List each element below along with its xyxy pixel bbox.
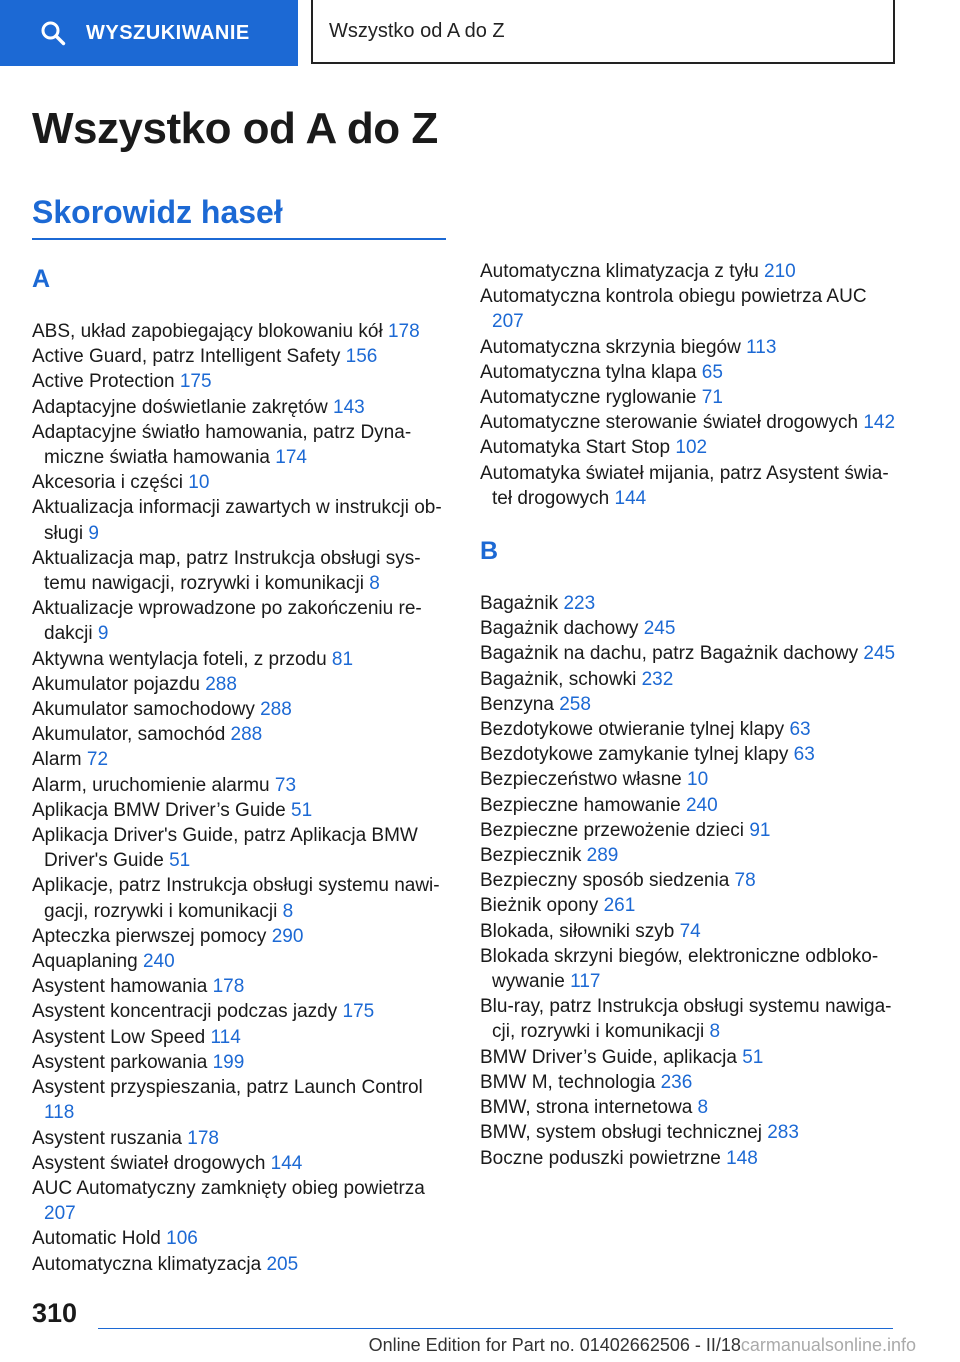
page-link[interactable]: 207: [44, 1203, 76, 1225]
page-link[interactable]: 240: [685, 794, 718, 816]
page-link[interactable]: 175: [179, 371, 212, 393]
index-entry-text: Automatyczna tylna klapa: [480, 361, 697, 383]
page-link[interactable]: 9: [97, 623, 109, 645]
index-entry-text: Alarm, uruchomienie alarmu: [32, 774, 270, 796]
index-entry-text: Automatic Hold: [32, 1228, 161, 1250]
page-link[interactable]: 8: [709, 1021, 721, 1043]
page-link[interactable]: 91: [749, 819, 771, 841]
index-entry: [32, 697, 452, 722]
index-entry-text: Bezpieczne hamowanie: [480, 794, 681, 816]
index-column-left: [32, 259, 452, 1277]
index-entry-text: Apteczka pierwszej pomocy: [32, 925, 267, 947]
index-entry-text: Asystent Low Speed: [32, 1026, 206, 1048]
index-entry-text: AUC Automatyczny zamknięty obieg powietrza: [32, 1177, 425, 1199]
index-entry: [480, 641, 900, 666]
page-link[interactable]: 106: [166, 1228, 198, 1250]
page-link[interactable]: 283: [767, 1122, 799, 1144]
index-letter: B: [480, 537, 499, 566]
index-entry-text: Blokada, siłowniki szyb: [480, 920, 675, 942]
index-entry: [32, 924, 452, 949]
index-entry: [32, 949, 452, 974]
page-link[interactable]: 144: [270, 1152, 303, 1174]
index-entry: [480, 868, 900, 893]
page-link[interactable]: 288: [260, 699, 292, 721]
page-link[interactable]: 261: [603, 895, 636, 917]
index-entry: [32, 344, 452, 369]
page-link[interactable]: 245: [863, 643, 896, 665]
index-entry-text: Aktywna wentylacja foteli, z przodu: [32, 648, 327, 670]
index-entry-text: Bezdotykowe zamykanie tylnej klapy: [480, 744, 789, 766]
index-entry-text: Automatyczna skrzynia biegów: [480, 336, 741, 358]
page-link[interactable]: 207: [492, 311, 524, 333]
section-divider: [32, 238, 446, 240]
search-icon: [40, 20, 66, 46]
page-link[interactable]: 205: [266, 1253, 299, 1275]
page-link[interactable]: 143: [333, 396, 365, 418]
page-number: 310: [32, 1298, 78, 1328]
index-entry: [480, 591, 900, 616]
page-link[interactable]: 113: [746, 336, 777, 358]
index-entry-text: BMW, strona internetowa: [480, 1097, 693, 1119]
index-entry-text: Aktualizacja map, patrz Instrukcja obsługi systemu nawigacji, rozrywki i komunikacji: [32, 547, 421, 595]
page-link[interactable]: 8: [282, 900, 294, 922]
index-entry: [32, 1025, 452, 1050]
index-entry-text: Automatyczna klimatyzacja: [32, 1253, 262, 1275]
index-entry: [32, 999, 452, 1024]
index-entry-text: Akcesoria i części: [32, 472, 183, 494]
index-entry: [32, 319, 452, 344]
index-entry: [32, 1126, 452, 1151]
index-letter: A: [32, 265, 51, 293]
page-link[interactable]: 245: [643, 618, 676, 640]
index-entry-text: Bezpieczeństwo własne: [480, 769, 682, 791]
index-entry-text: ABS, układ zapobiegający blokowaniu kół: [32, 321, 383, 342]
page-link[interactable]: 118: [44, 1102, 75, 1124]
index-entry-text: Bezpieczne przewożenie dzieci: [480, 819, 745, 841]
page-link[interactable]: 9: [88, 522, 99, 544]
index-entry-text: Automatyczna klimatyzacja z tyłu: [480, 261, 759, 282]
index-entry-text: Boczne poduszki powietrzne: [480, 1147, 721, 1169]
index-entry-text: Bezpieczny sposób siedzenia: [480, 870, 730, 892]
page-link[interactable]: 73: [274, 774, 297, 796]
watermark-text: carmanualsonline.info: [740, 1335, 916, 1355]
page-link[interactable]: 8: [697, 1097, 709, 1119]
page-link[interactable]: 71: [701, 387, 723, 409]
index-entry: [480, 717, 900, 742]
page-link[interactable]: 65: [701, 361, 723, 383]
page-link[interactable]: 51: [291, 799, 313, 821]
page-link[interactable]: 10: [188, 472, 210, 494]
index-entry: [32, 1252, 452, 1277]
index-entry: [32, 1226, 452, 1251]
index-entry: [32, 495, 452, 545]
index-entry-text: Bagażnik: [480, 593, 559, 615]
index-entry-text: Blu-ray, patrz Instrukcja obsługi systemu nawigacji, rozrywki i komunikacji: [480, 996, 892, 1043]
index-entry: [32, 747, 452, 772]
index-entry-text: Bezdotykowe otwieranie tylnej klapy: [480, 719, 785, 741]
page-title: Wszystko od A do Z: [32, 104, 438, 153]
search-button[interactable]: [0, 0, 298, 66]
page-link[interactable]: 288: [230, 724, 263, 746]
page-link[interactable]: 210: [764, 261, 796, 282]
index-entry: [480, 818, 900, 843]
page-link[interactable]: 74: [679, 920, 701, 942]
index-entry-text: Automatyka świateł mijania, patrz Asystent świateł drogowych: [480, 462, 889, 509]
index-entry-text: Akumulator pojazdu: [32, 673, 200, 695]
index-entry-text: Benzyna: [480, 693, 554, 715]
index-entry: [480, 692, 900, 717]
index-entry-text: Aplikacje, patrz Instrukcja obsługi systemu nawigacji, rozrywki i komunikacji: [32, 875, 440, 922]
index-entry: [32, 773, 452, 798]
tab-title[interactable]: [311, 0, 895, 64]
index-entry-text: Asystent parkowania: [32, 1051, 208, 1073]
page-link[interactable]: 51: [169, 850, 191, 872]
index-entry: [32, 1075, 452, 1125]
index-entry-text: Alarm: [32, 749, 82, 771]
index-entry-text: Akumulator, samochód: [32, 724, 226, 746]
index-entry-text: Asystent koncentracji podczas jazdy: [32, 1001, 338, 1023]
index-entry-text: Asystent świateł drogowych: [32, 1152, 266, 1174]
index-entry: [480, 284, 900, 334]
index-entry-text: Bagażnik na dachu, patrz Bagażnik dachowy: [480, 643, 859, 665]
index-entry-text: BMW Driver’s Guide, aplikacja: [480, 1046, 737, 1068]
index-entry-text: Adaptacyjne doświetlanie zakrętów: [32, 396, 328, 418]
index-entry-text: Aktualizacja informacji zawartych w instrukcji obsługi: [32, 497, 442, 544]
edition-text: Online Edition for Part no. 01402662506 - II/18: [368, 1335, 741, 1355]
top-bar: [0, 0, 960, 66]
page-link[interactable]: 114: [210, 1026, 241, 1048]
index-entry: [480, 667, 900, 692]
index-entry: [32, 1050, 452, 1075]
page-link[interactable]: 175: [342, 1001, 375, 1023]
index-entry: [480, 360, 900, 385]
index-entry-text: Adaptacyjne światło hamowania, patrz Dynamiczne światła hamowania: [32, 421, 412, 469]
index-entry: [480, 1045, 900, 1070]
index-entry: [480, 435, 900, 460]
index-entry-text: Automatyczne sterowanie świateł drogowych: [480, 412, 859, 434]
index-entry: [480, 1095, 900, 1120]
page-link[interactable]: 72: [86, 749, 109, 771]
index-entry-text: Asystent hamowania: [32, 976, 208, 998]
index-entry-text: Bagażnik dachowy: [480, 618, 639, 640]
index-entry: [32, 974, 452, 999]
index-entry: [480, 793, 900, 818]
index-entry: [32, 470, 452, 495]
index-entry: [480, 335, 900, 360]
page-link[interactable]: 174: [275, 447, 307, 469]
index-entry: [32, 823, 452, 873]
index-entry: [480, 893, 900, 918]
index-entry: [32, 546, 452, 596]
index-entry: [480, 1120, 900, 1145]
index-entry-text: Bezpiecznik: [480, 845, 582, 867]
index-entry: [480, 259, 900, 284]
index-entry: [32, 798, 452, 823]
page-link[interactable]: 148: [726, 1147, 758, 1169]
index-entry: [32, 596, 452, 646]
page-link[interactable]: 144: [614, 487, 647, 509]
index-entry-text: Automatyka Start Stop: [480, 437, 671, 459]
page-link[interactable]: 236: [660, 1071, 693, 1093]
page-link[interactable]: 117: [570, 971, 601, 993]
index-entry-text: Aquaplaning: [32, 951, 138, 973]
page-link[interactable]: 223: [563, 593, 596, 615]
index-entry: [480, 767, 900, 792]
page-link[interactable]: 142: [863, 412, 896, 434]
page-link[interactable]: 288: [205, 673, 237, 695]
index-entry: [480, 1146, 900, 1171]
index-entry-text: Bieżnik opony: [480, 895, 599, 917]
page-link[interactable]: 178: [187, 1127, 219, 1149]
page-link[interactable]: 81: [331, 648, 354, 670]
page-link[interactable]: 8: [369, 573, 380, 595]
page-link[interactable]: 289: [586, 845, 619, 867]
index-entry-text: BMW M, technologia: [480, 1071, 656, 1093]
index-entry-text: Aktualizacje wprowadzone po zakończeniu redakcji: [32, 598, 422, 645]
index-entry-text: Asystent ruszania: [32, 1127, 182, 1149]
page-link[interactable]: 10: [687, 769, 709, 791]
page-link[interactable]: 78: [734, 870, 756, 892]
index-entry: [32, 647, 452, 672]
index-entry: [32, 1151, 452, 1176]
index-column-right: [480, 259, 900, 1171]
index-entry-text: Bagażnik, schowki: [480, 668, 637, 690]
page-link[interactable]: 290: [271, 925, 304, 947]
index-entry: [480, 385, 900, 410]
index-entry: [480, 742, 900, 767]
index-entry-text: Aplikacja BMW Driver’s Guide: [32, 799, 286, 821]
index-entry-text: Akumulator samochodowy: [32, 699, 255, 721]
index-entry: [32, 873, 452, 923]
index-entry: [480, 1070, 900, 1095]
index-entry: [480, 994, 900, 1044]
index-entry: [32, 672, 452, 697]
page-link[interactable]: 63: [789, 719, 811, 741]
index-entry-text: Blokada skrzyni biegów, elektroniczne odblokowywanie: [480, 945, 879, 993]
page-link[interactable]: 178: [387, 321, 420, 342]
tab-title-label: Wszystko od A do Z: [329, 19, 505, 42]
index-entry: [480, 616, 900, 641]
page-link[interactable]: 178: [212, 976, 245, 998]
index-entry: [480, 410, 900, 435]
page-link[interactable]: 232: [641, 668, 674, 690]
index-entry: [480, 919, 900, 944]
index-entry: [480, 843, 900, 868]
index-entry: [480, 944, 900, 994]
index-entry-text: Active Protection: [32, 371, 175, 393]
page-link[interactable]: 258: [559, 693, 591, 715]
index-entry: [480, 461, 900, 511]
section-title: Skorowidz haseł: [32, 194, 283, 230]
index-entry-text: BMW, system obsługi technicznej: [480, 1122, 762, 1144]
page-link[interactable]: 51: [742, 1046, 764, 1068]
index-entry: [32, 369, 452, 394]
index-entry-text: Aplikacja Driver's Guide, patrz Aplikacja BMW Driver's Guide: [32, 825, 418, 872]
page-link[interactable]: 199: [212, 1051, 245, 1073]
footer-divider: [98, 1328, 893, 1329]
page-link[interactable]: 156: [345, 346, 378, 368]
page-link[interactable]: 102: [675, 437, 708, 459]
index-entry: [32, 420, 452, 470]
index-entry: [32, 722, 452, 747]
index-entry-text: Active Guard, patrz Intelligent Safety: [32, 346, 341, 368]
index-entry-text: Automatyczne ryglowanie: [480, 387, 697, 409]
footer: [369, 1335, 916, 1356]
search-label: WYSZUKIWANIE: [86, 21, 250, 44]
index-entry-text: Automatyczna kontrola obiegu powietrza AUC: [480, 286, 867, 308]
page-link[interactable]: 63: [793, 744, 815, 766]
index-entry: [32, 395, 452, 420]
index-entry: [32, 1176, 452, 1226]
index-entry-text: Asystent przyspieszania, patrz Launch Control: [32, 1077, 423, 1099]
page-link[interactable]: 240: [142, 951, 175, 973]
